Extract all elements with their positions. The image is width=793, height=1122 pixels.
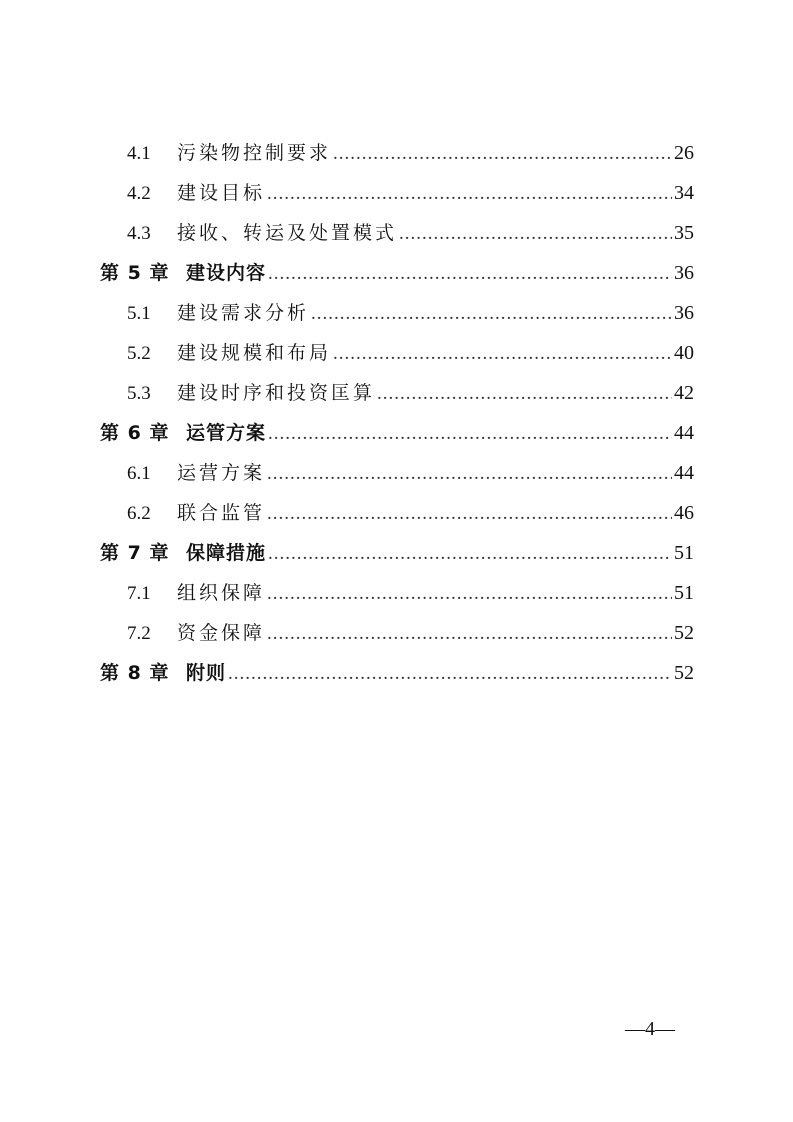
toc-page-number: 35 [674, 222, 694, 244]
dot-leader [267, 494, 672, 534]
toc-page-number: 36 [674, 262, 694, 284]
dot-leader [377, 374, 672, 414]
toc-title: 联合监管 [177, 502, 266, 524]
toc-page-number: 40 [674, 342, 694, 364]
toc-page-number: 51 [674, 582, 694, 604]
toc-number: 7.1 [127, 583, 151, 604]
toc-chapter-entry[interactable] [100, 653, 694, 693]
toc-number: 5.2 [127, 343, 151, 364]
dot-leader [267, 454, 672, 494]
dot-leader [311, 294, 672, 334]
toc-number: 6.1 [127, 463, 151, 484]
toc-entry[interactable] [100, 213, 694, 253]
toc-page-number: 44 [674, 422, 694, 444]
toc-page-number: 44 [674, 462, 694, 484]
toc-entry[interactable] [100, 493, 694, 533]
toc-title: 污染物控制要求 [177, 142, 332, 164]
toc-number: 6.2 [127, 503, 151, 524]
toc-chapter-number: 第 7 章 [100, 542, 170, 564]
toc-entry[interactable] [100, 133, 694, 173]
toc-title: 接收、转运及处置模式 [177, 222, 398, 244]
toc-entry[interactable] [100, 293, 694, 333]
toc-page-number: 52 [674, 622, 694, 644]
toc-chapter-entry[interactable] [100, 533, 694, 573]
dot-leader [268, 414, 672, 454]
toc-page-number: 26 [674, 142, 694, 164]
toc-chapter-entry[interactable] [100, 413, 694, 453]
toc-page-number: 42 [674, 382, 694, 404]
toc-entry[interactable] [100, 613, 694, 653]
dot-leader [399, 214, 672, 254]
toc-page-number: 34 [674, 182, 694, 204]
toc-page-number: 51 [674, 542, 694, 564]
toc-number: 4.2 [127, 183, 151, 204]
dot-leader [268, 534, 672, 574]
toc-title: 建设需求分析 [177, 302, 310, 324]
toc-entry[interactable] [100, 573, 694, 613]
toc-title: 建设规模和布局 [177, 342, 332, 364]
toc-chapter-number: 第 5 章 [100, 262, 170, 284]
dot-leader [333, 334, 672, 374]
dot-leader [267, 614, 672, 654]
dot-leader [333, 134, 672, 174]
toc-chapter-title: 建设内容 [186, 262, 267, 284]
toc-entry[interactable] [100, 373, 694, 413]
dot-leader [267, 174, 672, 214]
toc-chapter-title: 保障措施 [186, 542, 267, 564]
page-number-footer: —4— [625, 1018, 675, 1040]
toc-title: 组织保障 [177, 582, 266, 604]
dot-leader [268, 254, 672, 294]
toc-entry[interactable] [100, 333, 694, 373]
toc-number: 4.3 [127, 223, 151, 244]
table-of-contents [100, 133, 694, 693]
toc-number: 5.3 [127, 383, 151, 404]
toc-entry[interactable] [100, 173, 694, 213]
toc-entry[interactable] [100, 453, 694, 493]
dot-leader [267, 574, 672, 614]
toc-chapter-entry[interactable] [100, 253, 694, 293]
toc-title: 资金保障 [177, 622, 266, 644]
toc-chapter-title: 运管方案 [186, 422, 267, 444]
toc-page-number: 36 [674, 302, 694, 324]
toc-title: 建设时序和投资匡算 [177, 382, 376, 404]
toc-number: 7.2 [127, 623, 151, 644]
toc-number: 4.1 [127, 143, 151, 164]
toc-number: 5.1 [127, 303, 151, 324]
toc-title: 运营方案 [177, 462, 266, 484]
toc-chapter-title: 附则 [186, 662, 227, 684]
dot-leader [228, 654, 672, 694]
toc-title: 建设目标 [177, 182, 266, 204]
toc-page-number: 52 [674, 662, 694, 684]
toc-chapter-number: 第 8 章 [100, 662, 170, 684]
toc-page-number: 46 [674, 502, 694, 524]
toc-chapter-number: 第 6 章 [100, 422, 170, 444]
